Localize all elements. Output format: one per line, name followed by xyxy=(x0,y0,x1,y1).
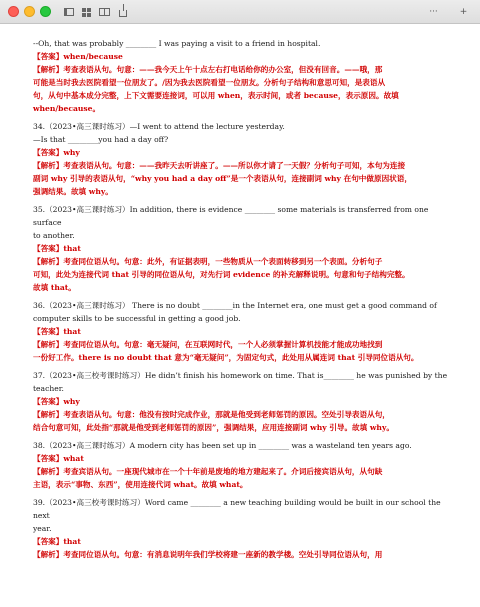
answer-label: 【答案】 xyxy=(33,537,64,546)
window-toolbar xyxy=(0,0,480,24)
question-line: 39.（2023•高三校考课时练习）Word came ________ a new teaching building would be built in our school the next xyxy=(33,498,444,520)
explanation-line xyxy=(33,408,450,421)
answer-line xyxy=(33,452,450,465)
answer-label: 【答案】 xyxy=(33,52,64,61)
explanation-label: 【解析】 xyxy=(33,161,64,170)
more-icon: ··· xyxy=(429,7,438,17)
more-button[interactable] xyxy=(425,4,442,20)
answer-line xyxy=(33,242,450,255)
explanation-line xyxy=(33,548,450,561)
answer-value: that xyxy=(63,327,81,336)
explanation-continuation: 可能是当时我去医院看望一位朋友了。/因为我去医院看望一位朋友。分析句子结构和意思可知，是表语从 xyxy=(33,78,386,87)
explanation-text: 考查同位语从句。句意：此外，有证据表明，一些物质从一个表面转移到另一个表面。分析句子 xyxy=(63,257,383,266)
explanation-continuation: 主语，表示“事物、东西”，使用连接代词 what。故填 what。 xyxy=(33,480,248,489)
explanation-continuation: 结合句意可知，此处指“那就是他受到老师惩罚的原因”，强调结果，应用连接副词 why 引导。故填 why。 xyxy=(33,423,394,432)
question-line: 35.（2023•高三课时练习）In addition, there is evidence ________ some materials is transferred from one surface xyxy=(33,205,431,227)
answer-value: why xyxy=(63,397,80,406)
explanation-continuation: 一份好工作。there is no doubt that 意为“毫无疑问”，为固定句式，此处用从属连词 that 引导同位语从句。 xyxy=(33,353,419,362)
answer-label: 【答案】 xyxy=(33,327,64,336)
question-line: 38.（2023•高三课时练习）A modern city has been set up in ________ was a wasteland ten years ago. xyxy=(33,441,412,450)
question-line: year. xyxy=(33,524,52,533)
explanation-text: 考查同位语从句。句意：有消息说明年我们学校将建一座新的教学楼。空处引导同位语从句，用 xyxy=(63,550,383,559)
explanation-label: 【解析】 xyxy=(33,550,64,559)
explanation-text: 考查宾语从句。一座现代城市在一个十年前是废地的地方建起来了。介词后接宾语从句，从句缺 xyxy=(63,467,383,476)
answer-value: that xyxy=(63,244,81,253)
explanation-line xyxy=(33,465,450,478)
answer-label: 【答案】 xyxy=(33,244,64,253)
explanation-text: 考查表语从句。句意：他没有按时完成作业，那就是他受到老师惩罚的原因。空处引导表语从句， xyxy=(63,410,390,419)
explanation-label: 【解析】 xyxy=(33,467,64,476)
explanation-line xyxy=(33,159,450,172)
explanation-label: 【解析】 xyxy=(33,65,64,74)
explanation-continuation: 强调结果。故填 why。 xyxy=(33,187,113,196)
explanation-line xyxy=(33,63,450,76)
explanation-continuation: 句，从句中基本成分完整，上下文需要连接词，可以用 when，表示时间，或者 because，表示原因。故填 xyxy=(33,91,399,100)
add-icon: + xyxy=(459,7,468,17)
answer-value: that xyxy=(63,537,81,546)
explanation-continuation: 故填 that。 xyxy=(33,283,76,292)
question-line: --Oh, that was probably ________ I was paying a visit to a friend in hospital. xyxy=(33,39,321,48)
answer-label: 【答案】 xyxy=(33,397,64,406)
question-line: 36.（2023•高三课时练习） There is no doubt ________in the Internet era, one must get a good command of xyxy=(33,301,437,310)
question-line: 37.（2023•高三校考课时练习）He didn’t finish his homework on time. That is________ he was punished by the xyxy=(33,371,448,380)
question-line: —Is that ________you had a day off? xyxy=(33,135,169,144)
explanation-label: 【解析】 xyxy=(33,257,64,266)
share-button[interactable] xyxy=(114,4,131,20)
answer-value: when/because xyxy=(63,52,123,61)
explanation-text: 考查表语从句。句意：——我昨天去听讲座了。——所以你才请了一天假？分析句子可知，本句为连接 xyxy=(63,161,406,170)
explanation-label: 【解析】 xyxy=(33,340,64,349)
question-line: teacher. xyxy=(33,384,64,393)
add-button[interactable] xyxy=(455,4,472,20)
explanation-line xyxy=(33,255,450,268)
close-window-button[interactable] xyxy=(8,6,19,17)
answer-label: 【答案】 xyxy=(33,148,64,157)
sidebar-toggle-button[interactable] xyxy=(60,4,77,20)
explanation-line xyxy=(33,338,450,351)
explanation-text: 考查表语从句。句意：——我今天上午十点左右打电话给你的办公室，但没有回音。——哦，那 xyxy=(63,65,383,74)
answer-value: why xyxy=(63,148,80,157)
answer-value: what xyxy=(63,454,84,463)
explanation-continuation: when/because。 xyxy=(33,104,101,113)
answer-line xyxy=(33,50,450,63)
question-line: computer skills to be successful in getting a good job. xyxy=(33,314,241,323)
explanation-label: 【解析】 xyxy=(33,410,64,419)
sidebar-icon xyxy=(64,8,74,16)
answer-line xyxy=(33,325,450,338)
answer-label: 【答案】 xyxy=(33,454,64,463)
document-page xyxy=(0,25,480,607)
book-icon xyxy=(99,8,110,16)
thumbnail-grid-icon xyxy=(82,8,91,17)
answer-line xyxy=(33,395,450,408)
book-view-button[interactable] xyxy=(96,4,113,20)
share-icon xyxy=(119,10,127,17)
question-line: to another. xyxy=(33,231,75,240)
answer-line xyxy=(33,535,450,548)
answer-line xyxy=(33,146,450,159)
question-line: 34.（2023•高三课时练习）—I went to attend the lecture yesterday. xyxy=(33,122,285,131)
minimize-window-button[interactable] xyxy=(24,6,35,17)
explanation-text: 考查同位语从句。句意：毫无疑问，在互联网时代，一个人必须掌握计算机技能才能成功地找到 xyxy=(63,340,383,349)
explanation-continuation: 可知，此处为连接代词 that 引导的同位语从句，对先行词 evidence 的补充解释说明。句意和句子结构完整。 xyxy=(33,270,410,279)
zoom-window-button[interactable] xyxy=(40,6,51,17)
thumbnail-view-button[interactable] xyxy=(78,4,95,20)
explanation-continuation: 副词 why 引导的表语从句，“why you had a day off”是一个表语从句，连接副词 why 在句中做原因状语， xyxy=(33,174,412,183)
